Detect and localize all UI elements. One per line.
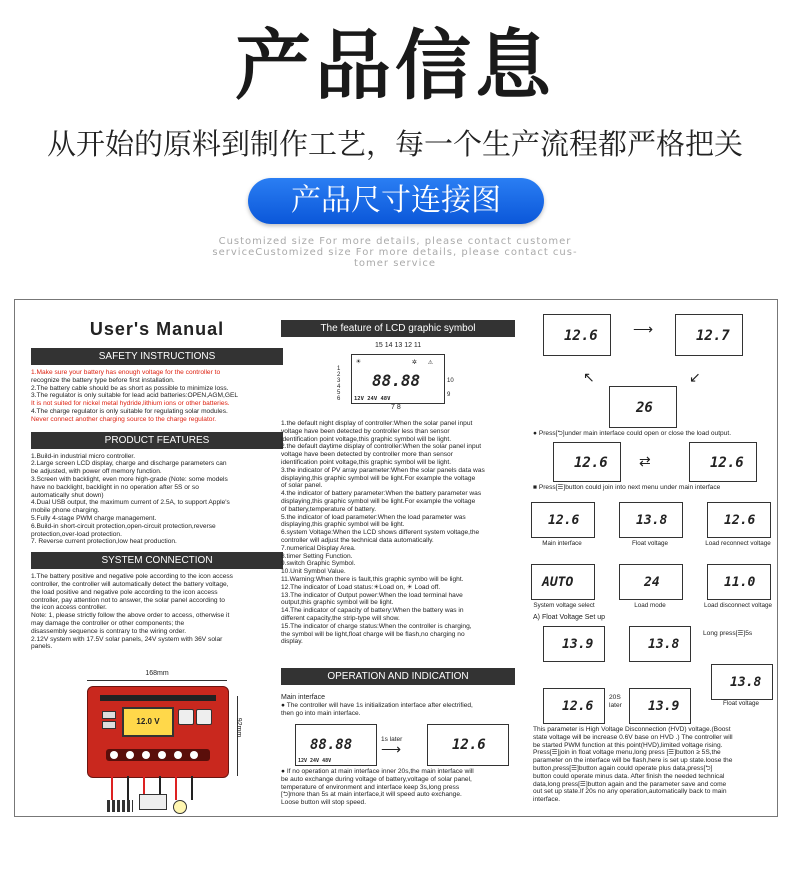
feature-line: 2.Large screen LCD display, charge and discharge parameters can (31, 460, 227, 468)
lcd-screen (619, 564, 683, 600)
usb-port-icon (102, 711, 116, 719)
lcd-value: 12.6 (548, 513, 580, 528)
float-caption: Float voltage (722, 700, 760, 707)
lcd-feature-line: 6.system Voltage:When the LCD shows different system voltage,the (281, 529, 480, 537)
terminal-icon (126, 751, 134, 759)
lcd-feature-heading: The feature of LCD graphic symbol (281, 320, 515, 337)
lcd-feature-list (281, 420, 515, 646)
desc-line: state voltage will be increase 0.6V base on HVD .) The controller will (533, 733, 733, 741)
operation-block-2 (281, 768, 515, 807)
lcd-feature-line: 10.Unit Symbol Value. (281, 568, 346, 576)
arrow-down-left-icon: ↙ (689, 369, 701, 385)
terminal-icon (190, 751, 198, 759)
lcd-number: 4 (337, 384, 341, 390)
lcd-bottom-numbers: 7 8 (391, 404, 401, 411)
lcd-feature-line: of solar panel. (281, 482, 323, 490)
lcd-init-screen (295, 724, 377, 766)
operation-line: Loose button will stop speed. (281, 799, 367, 807)
lcd-feature-line: displaying,this graphic symbol will be light.For example the voltage (281, 497, 476, 505)
lcd-screen (543, 314, 611, 356)
device-screen: 12.0 V (122, 707, 174, 737)
lcd-feature-line: 5.the indicator of load parameter:When the load parameter was (281, 513, 466, 521)
operation-line: [⮌]more than 5s at main interface,it will speed auto exchange. (281, 791, 462, 799)
features-heading: PRODUCT FEATURES (31, 432, 283, 449)
terminal-icon (142, 751, 150, 759)
lcd-feature-line: 9.switch Graphic Symbol. (281, 560, 356, 568)
lcd-feature-line: 8.timer Setting Function. (281, 552, 353, 560)
usb-port-icon (102, 721, 116, 729)
lcd-feature-line: 2.the default daytime display of controller:When the solar panel input (281, 443, 482, 451)
user-manual-image (14, 299, 778, 817)
lcd-feature-line: 12.The indicator of Load status:☀Load on, ☀ Load off. (281, 583, 441, 591)
height-dimension: 92mm (235, 717, 243, 738)
lcd-screen (543, 626, 605, 662)
lcd-value: 13.9 (562, 637, 594, 652)
lcd-value: 12.6 (564, 328, 598, 344)
connection-line: 2.12V system with 17.5V solar panels, 24V system with 36V solar (31, 635, 223, 643)
lcd-value: AUTO (542, 575, 574, 590)
connection-line: disassembly sequence is contrary to the wiring order. (31, 627, 187, 635)
lcd-value: 12.6 (710, 455, 744, 471)
menu-caption: Load mode (634, 602, 666, 609)
operation-line: be auto exchange during voltage of battery,voltage of solar panel, (281, 775, 472, 783)
lcd-feature-line: 7.numerical Display Area. (281, 544, 356, 552)
lcd-feature-line: identification point voltage,this graphic symbol will be light. (281, 435, 452, 443)
lcd-screen (711, 664, 773, 700)
lcd-feature-line: 13.The indicator of Output power:When the load terminal have (281, 591, 463, 599)
lcd-number: 2 (337, 372, 341, 378)
lcd-left-numbers (337, 366, 340, 402)
lcd-feature-line: identification point voltage,this graphic symbol will be light. (281, 458, 452, 466)
lcd-feature-line: 11.Warning:When there is fault,this graphic symbo will be light. (281, 575, 464, 583)
wire (175, 776, 177, 800)
desc-line: This parameter is High Voltage Disconnection (HVD) voltage.(Boost (533, 726, 731, 733)
battery-icon (139, 794, 167, 810)
lcd-feature-line: of battery,temperature of battery. (281, 505, 377, 513)
safety-line: It is not suited for nickel metal hydride,lithium ions or other batteries. (31, 400, 230, 408)
operation-line: then go into main interface. (281, 709, 361, 717)
lcd-value: 13.8 (636, 513, 668, 528)
later-label: 1s later (381, 736, 403, 743)
float-description (533, 726, 775, 804)
lcd-feature-line: 1.the default night display of controller:When the solar panel input (281, 420, 473, 427)
lcd-number: 10 (447, 378, 454, 384)
lcd-feature-line: displaying,this graphic symbol will be light.For example the voltage (281, 474, 476, 482)
menu-caption: Float voltage (631, 540, 669, 547)
safety-list (31, 369, 283, 424)
lcd-number: 5 (337, 390, 341, 396)
desc-line: button,press[☰]button again could operate plus data,press[⮌] (533, 764, 713, 772)
terminal-icon (110, 751, 118, 759)
safety-line: 4.The charge regulator is only suitable for regulating solar modules. (31, 407, 228, 415)
sun-icon: ☀ (356, 357, 361, 366)
lcd-screen (707, 564, 771, 600)
safety-line: Never connect another charging source to the charge regulator. (31, 415, 217, 423)
lcd-feature-line: display. (281, 638, 303, 646)
connection-line: controller, pay attention not to answer, the solar panel according to (31, 596, 225, 604)
operation-line: ● If no operation at main interface inner 20s,the main interface will (281, 768, 474, 775)
connection-list (31, 573, 283, 651)
desc-line: button could operate minus data. After finish the needed technical (533, 772, 725, 780)
safety-line: 1.Make sure your battery has enough voltage for the controller to (31, 369, 221, 376)
lcd-number: 6 (337, 396, 341, 402)
manual-column-right (529, 300, 775, 816)
toggle-arrow-icon: ⇄ (639, 453, 651, 469)
bulb-icon: ✲ (412, 357, 417, 366)
lcd-screen (609, 386, 677, 428)
load-button[interactable] (196, 709, 212, 725)
lcd-value: 12.7 (696, 328, 730, 344)
menu-caption: Main interface (542, 540, 582, 547)
ghost-line-3: tomer service (353, 258, 437, 269)
lcd-value: 13.8 (648, 637, 680, 652)
long-press-label: Long press[☰]5s (703, 630, 753, 637)
page-title: 产品信息 (235, 21, 555, 110)
safety-line: 2.The battery cable should be as short as possible to minimize loss. (31, 384, 229, 392)
lcd-feature-line: displaying,this graphic symbol will be light. (281, 521, 405, 529)
lcd-right-numbers (447, 374, 454, 402)
ghost-line-1: Customized size For more details, please contact customer (218, 236, 572, 247)
connection-line: controller, the controller will automatically detect the battery voltage, (31, 580, 229, 588)
right-arrow-icon: ⟶ (633, 321, 654, 337)
lcd-init-voltage: 12V 24V 48V (298, 758, 332, 764)
lcd-value: 11.0 (724, 575, 756, 590)
desc-line: out set up state.If 20s no any operation,automatically back to main (533, 788, 727, 796)
operation-line: temperature of environment and interface keep 3s,long press (281, 783, 460, 791)
controller-device (87, 686, 229, 778)
page-subtitle: 从开始的原料到制作工艺，每一个生产流程都严格把关 (46, 127, 743, 161)
device-vent (100, 695, 216, 701)
feature-line: be adjusted, with power off memory function. (31, 468, 162, 476)
desc-line: data,long press[☰]button again and the parameter save and come (533, 780, 727, 788)
terminal-icon (158, 751, 166, 759)
lcd-value: 13.8 (730, 675, 762, 690)
connection-line: 1.The battery positive and negative pole according to the icon access (31, 573, 233, 581)
menu-caption: System voltage select (533, 602, 595, 609)
feature-line: 7. Reverse current protection,low heat production. (31, 538, 177, 546)
operation-block-1 (281, 694, 515, 717)
feature-line: 6.Build-in short-circuit protection,open-circuit protection,reverse (31, 522, 216, 530)
connection-line: Note: 1, please strictly follow the above order to access, otherwise it (31, 612, 230, 620)
bulb-icon (173, 800, 187, 814)
terminal-icon (174, 751, 182, 759)
main-interface-label: Main interface (281, 694, 325, 701)
safety-heading: SAFETY INSTRUCTIONS (31, 348, 283, 365)
features-list (31, 453, 283, 547)
ghost-line-2: serviceCustomized size For more details, please contact cus- (212, 247, 578, 258)
desc-line: Press[☰]join in float voltage menu,long press [☰]button ≥ 5S,the (533, 749, 721, 757)
connection-line: the load positive and negative pole according to the icon access (31, 588, 218, 596)
lcd-init-digits: 88.88 (310, 737, 353, 753)
connection-line: panels. (31, 643, 53, 651)
lcd-value: 12.6 (574, 455, 608, 471)
safety-line: recognize the battery type before first installation. (31, 376, 175, 384)
safety-line: 3.The regulator is only suitable for lead acid batteries:OPEN,AGM,GEL (31, 392, 239, 400)
lcd-main-screen (427, 724, 509, 766)
feature-line: automatically shut down) (31, 491, 104, 499)
lcd-screen (689, 442, 757, 482)
solar-panel-icon (107, 800, 133, 812)
lcd-feature-line: output,this graphic symbol will be light. (281, 599, 394, 607)
manual-column-left (31, 300, 283, 816)
lcd-feature-line: 15.The indicator of charge status:When the controller is charging, (281, 622, 472, 630)
menu-caption: Load reconnect voltage (705, 540, 771, 547)
lcd-number: 9 (447, 392, 451, 398)
lcd-feature-line: 14.The indicator of capacity of battery:When the battery was in (281, 607, 464, 615)
lcd-feature-line: 3.the indicator of PV array parameter:When the solar panels data was (281, 466, 485, 474)
lcd-screen (629, 688, 691, 724)
lcd-value: 26 (636, 400, 653, 416)
lcd-screen (531, 564, 595, 600)
right-arrow-icon: ⟶ (381, 741, 402, 757)
lcd-number: 3 (337, 378, 341, 384)
float-heading: A) Float Voltage Set up (533, 614, 605, 621)
wire (127, 776, 129, 802)
lcd-screen (531, 502, 595, 538)
lcd-feature-line: the symbol will be light,float charge will be flash,no charging no (281, 630, 465, 638)
lcd-value: 13.9 (648, 699, 680, 714)
feature-line: have no backlight, backlight in no operation after 5S or so (31, 483, 199, 491)
width-dimension: 168mm (87, 670, 227, 681)
lcd-feature-line: voltage have been detected by controller more than sensor (281, 451, 453, 459)
lcd-system-voltage: 12V 24V 48V (354, 396, 391, 402)
desc-line: interface. (533, 796, 561, 804)
lcd-screen (543, 688, 605, 724)
manual-title: User's Manual (89, 319, 225, 339)
lcd-feature-line: different capacity,the strip-type will show. (281, 614, 400, 622)
desc-line: be started PWM function at this point(HVD),limited voltage rising. (533, 741, 723, 749)
press-load-note: ● Press[⮌]under main interface could open or close the load output. (533, 430, 732, 437)
section-pill: 产品尺寸连接图 (248, 178, 544, 224)
lcd-top-numbers: 15 14 13 12 11 (375, 342, 422, 349)
lcd-symbol-diagram (351, 354, 445, 404)
lcd-screen (629, 626, 691, 662)
operation-heading: OPERATION AND INDICATION (281, 668, 515, 685)
feature-line: 4.Dual USB output, the maximum current of 2.5A, to support Apple's (31, 499, 230, 507)
connection-line: the icon access controller. (31, 604, 107, 612)
lcd-screen (619, 502, 683, 538)
lcd-screen (675, 314, 743, 356)
wire (143, 776, 145, 796)
lcd-value: 12.6 (562, 699, 594, 714)
menu-note: ■ Press[☰]button could join into next menu under main interface (533, 484, 721, 491)
manual-column-middle (281, 300, 515, 816)
wire (159, 776, 161, 796)
menu-button[interactable] (178, 709, 194, 725)
lcd-value: 12.6 (724, 513, 756, 528)
feature-line: protection,over-load protection. (31, 530, 122, 538)
later-20s-label: 20S later (609, 694, 622, 709)
lcd-value: 24 (644, 575, 660, 590)
lcd-digits: 88.88 (372, 371, 421, 390)
connection-line: may damage the controller or other components; the (31, 619, 185, 627)
feature-line: mobile phone charging. (31, 507, 100, 515)
lcd-screen (707, 502, 771, 538)
lcd-feature-line: 4.the indicator of battery parameter:When the battery parameter was (281, 490, 482, 498)
feature-line: 1.Build-in industrial micro controller. (31, 452, 136, 460)
lcd-main-value: 12.6 (452, 737, 486, 753)
warning-icon: ⚠ (428, 357, 433, 366)
menu-caption: Load disconnect voltage (704, 602, 772, 609)
operation-line: ● The controller will have 1s initialization interface after electrified, (281, 701, 473, 709)
lcd-feature-line: controller will adjust the technical data automatically. (281, 536, 434, 544)
ghost-text (195, 236, 595, 269)
wire (111, 776, 113, 802)
desc-line: parameter on the interface will be flash,here is set up state.loose the (533, 757, 733, 765)
lcd-number: 1 (337, 366, 341, 372)
feature-line: 3.Screen with backlight, even more high-grade (Note: some models (31, 475, 228, 483)
wire (191, 776, 193, 800)
lcd-feature-line: voltage have been detected by controller less than sensor (281, 427, 450, 435)
connection-heading: SYSTEM CONNECTION (31, 552, 283, 569)
lcd-screen (553, 442, 621, 482)
feature-line: 5.Fully 4-stage PWM charge management. (31, 514, 157, 522)
arrow-up-left-icon: ↖ (583, 369, 595, 385)
